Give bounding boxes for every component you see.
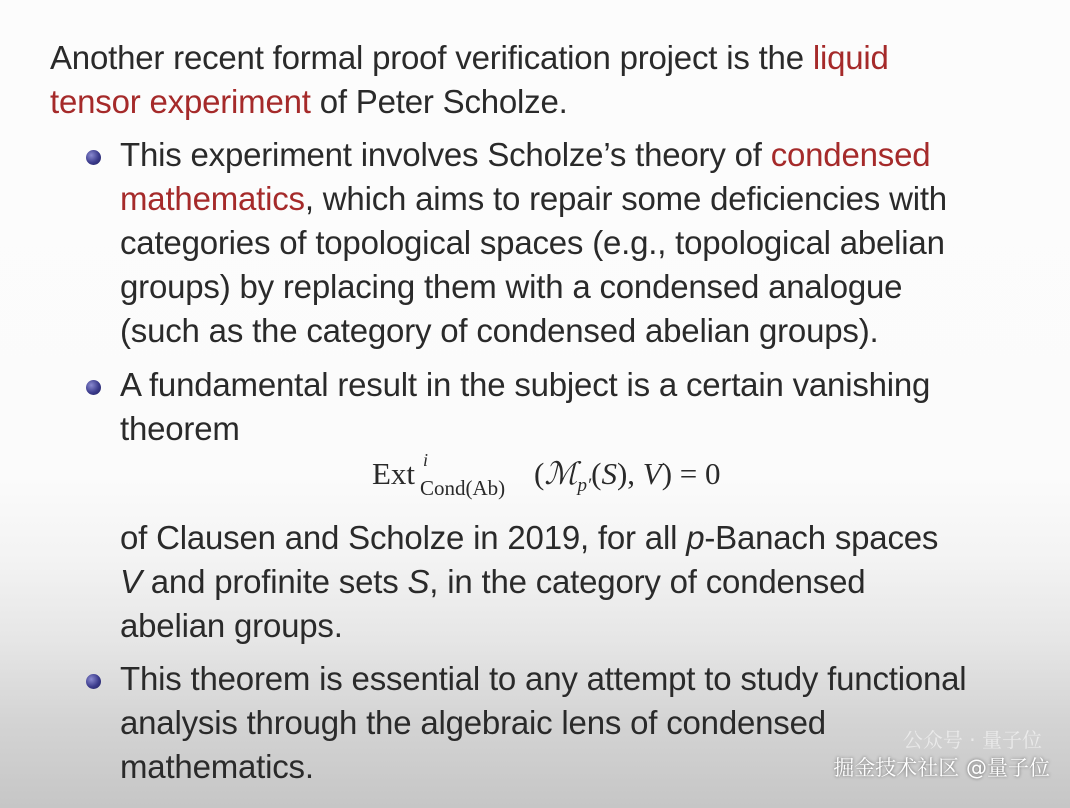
intro-text: Another recent formal proof verification project is the	[50, 39, 813, 76]
math-v: V	[120, 563, 142, 600]
intro-line-2	[50, 82, 568, 122]
math-s: S	[407, 563, 430, 600]
bullet1-text: This experiment involves Scholze’s theory of	[120, 136, 771, 173]
watermark-faint: 公众号 · 量子位	[902, 728, 1042, 752]
bullet1-text-2: , which aims to repair some deficiencies with	[304, 180, 947, 217]
bullet2-after-line-2	[120, 562, 865, 602]
bullet1-line-2	[120, 179, 947, 219]
bullet-icon	[86, 380, 101, 395]
bullet1-line-4: groups) by replacing them with a condensed analogue	[120, 268, 903, 305]
bullet2-after-text: of Clausen and Scholze in 2019, for all	[120, 519, 687, 556]
bullet2-after2-text-b: , in the category of condensed	[429, 563, 866, 600]
bullet1-line-1	[120, 135, 930, 175]
bullet1-line-5: (such as the category of condensed abelian groups).	[120, 312, 879, 349]
mathematics-link[interactable]: mathematics	[120, 180, 305, 217]
bullet3-line-1: This theorem is essential to any attempt to study functional	[120, 660, 967, 697]
bullet2-line-1: A fundamental result in the subject is a certain vanishing	[120, 366, 931, 403]
intro-text-2: of Peter Scholze.	[310, 83, 568, 120]
bullet3-line-2: analysis through the algebraic lens of condensed	[120, 704, 826, 741]
formula-args-render: (ℳ$_{p'}$(S), V) = 0	[534, 456, 721, 497]
bullet1-line-3: categories of topological spaces (e.g., topological abelian	[120, 224, 945, 261]
bullet2-line-2: theorem	[120, 410, 240, 447]
formula-subscript: Cond(Ab)	[420, 476, 506, 500]
bullet2-after-text-b: -Banach spaces	[704, 519, 939, 556]
bullet-icon	[86, 150, 101, 165]
bullet3-line-3: mathematics.	[120, 748, 314, 785]
formula-ext: Ext	[372, 456, 416, 491]
formula-superscript: i	[423, 450, 429, 470]
tensor-experiment-link[interactable]: tensor experiment	[50, 83, 311, 120]
math-p: p	[686, 519, 705, 556]
watermark: 掘金技术社区 @量子位	[833, 756, 1050, 780]
vanishing-theorem-formula	[372, 450, 812, 510]
intro-line-1	[50, 38, 889, 78]
condensed-link[interactable]: condensed	[770, 136, 931, 173]
bullet-icon	[86, 674, 101, 689]
liquid-link[interactable]: liquid	[812, 39, 889, 76]
bullet2-after-line-3: abelian groups.	[120, 607, 343, 644]
formula-arguments	[534, 456, 721, 497]
bullet2-after-line-1	[120, 518, 938, 558]
bullet2-after2-text: and profinite sets	[141, 563, 408, 600]
